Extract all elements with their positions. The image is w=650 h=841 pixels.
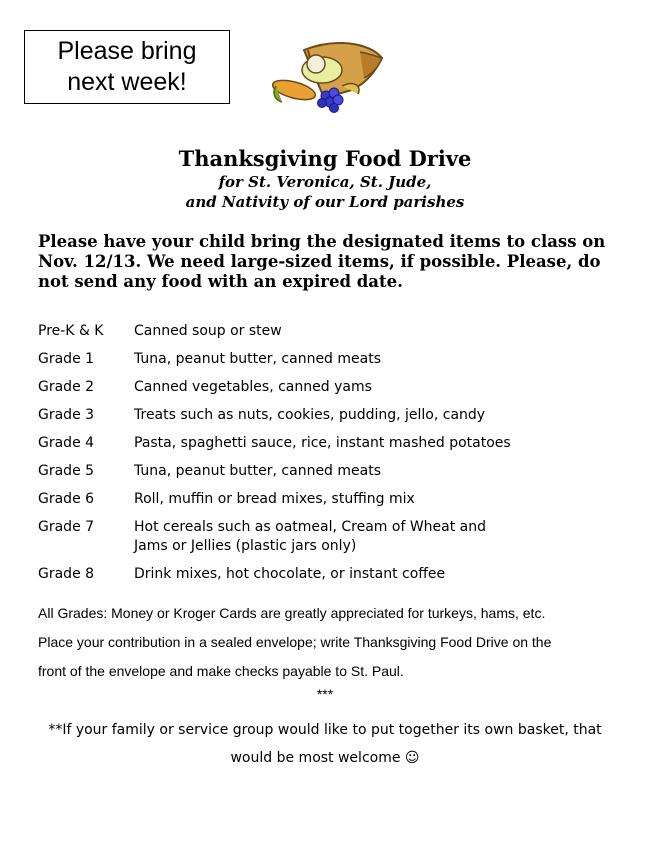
grade-row [38,434,638,453]
footer-paragraph [38,599,628,686]
grade-items [134,518,486,556]
intro-line-1: Please have your child bring the designated items to class on [38,232,606,251]
grade-row [38,490,638,509]
grade-item-line: Jams or Jellies (plastic jars only) [134,538,357,554]
grade-item-line: Treats such as nuts, cookies, pudding, jello, candy [134,407,486,423]
grade-items [134,350,381,369]
grade-items [134,378,372,397]
grade-items [134,322,282,341]
grade-label: Grade 6 [38,491,95,507]
page-title: Thanksgiving Food Drive [178,146,472,171]
grade-item-line: Canned vegetables, canned yams [134,379,372,395]
notice-line-1: Please bring [57,37,197,65]
grade-row [38,322,638,341]
grade-item-line: Pasta, spaghetti sauce, rice, instant mashed potatoes [134,435,511,451]
notice-line-2: next week! [67,68,187,96]
grade-row [38,518,638,556]
title-block [0,146,650,212]
grade-item-line: Drink mixes, hot chocolate, or instant coffee [134,566,446,582]
grade-row [38,378,638,397]
grade-label: Pre-K & K [38,323,104,339]
notice-box [24,30,230,104]
grade-label: Grade 2 [38,379,95,395]
grade-item-line: Hot cereals such as oatmeal, Cream of Wheat and [134,519,487,535]
grade-label: Grade 3 [38,407,95,423]
footer-line-1: All Grades: Money or Kroger Cards are greatly appreciated for turkeys, hams, etc. [38,605,546,621]
grade-row [38,350,638,369]
grade-label: Grade 7 [38,519,95,535]
closing-line-1: **If your family or service group would like to put together its own basket, that [48,722,602,738]
grade-list [38,322,638,593]
intro-line-2: Nov. 12/13. We need large-sized items, if possible. Please, do [38,252,601,271]
grade-label: Grade 5 [38,463,95,479]
footer-line-3: front of the envelope and make checks payable to St. Paul. [38,663,404,679]
grade-label: Grade 1 [38,351,95,367]
grade-item-line: Roll, muffin or bread mixes, stuffing mix [134,491,415,507]
separator: *** [316,686,334,702]
closing-line-2: would be most welcome ☺ [230,750,420,766]
grade-item-line: Canned soup or stew [134,323,282,339]
grade-item-line: Tuna, peanut butter, canned meats [134,463,382,479]
grade-row [38,565,638,584]
grade-label: Grade 8 [38,566,95,582]
grade-items [134,434,511,453]
grade-item-line: Tuna, peanut butter, canned meats [134,351,382,367]
cornucopia-icon [264,40,386,118]
subtitle-line-2: and Nativity of our Lord parishes [185,193,465,211]
grade-items [134,406,485,425]
grade-row [38,462,638,481]
grade-label: Grade 4 [38,435,95,451]
grade-row [38,406,638,425]
grade-items [134,565,445,584]
subtitle-line-1: for St. Veronica, St. Jude, [218,173,432,191]
intro-paragraph [38,232,628,292]
footer-line-2: Place your contribution in a sealed envelope; write Thanksgiving Food Drive on the [38,634,552,650]
grade-items [134,462,381,481]
closing-note [30,716,620,772]
intro-line-3: not send any food with an expired date. [38,272,403,291]
grade-items [134,490,415,509]
